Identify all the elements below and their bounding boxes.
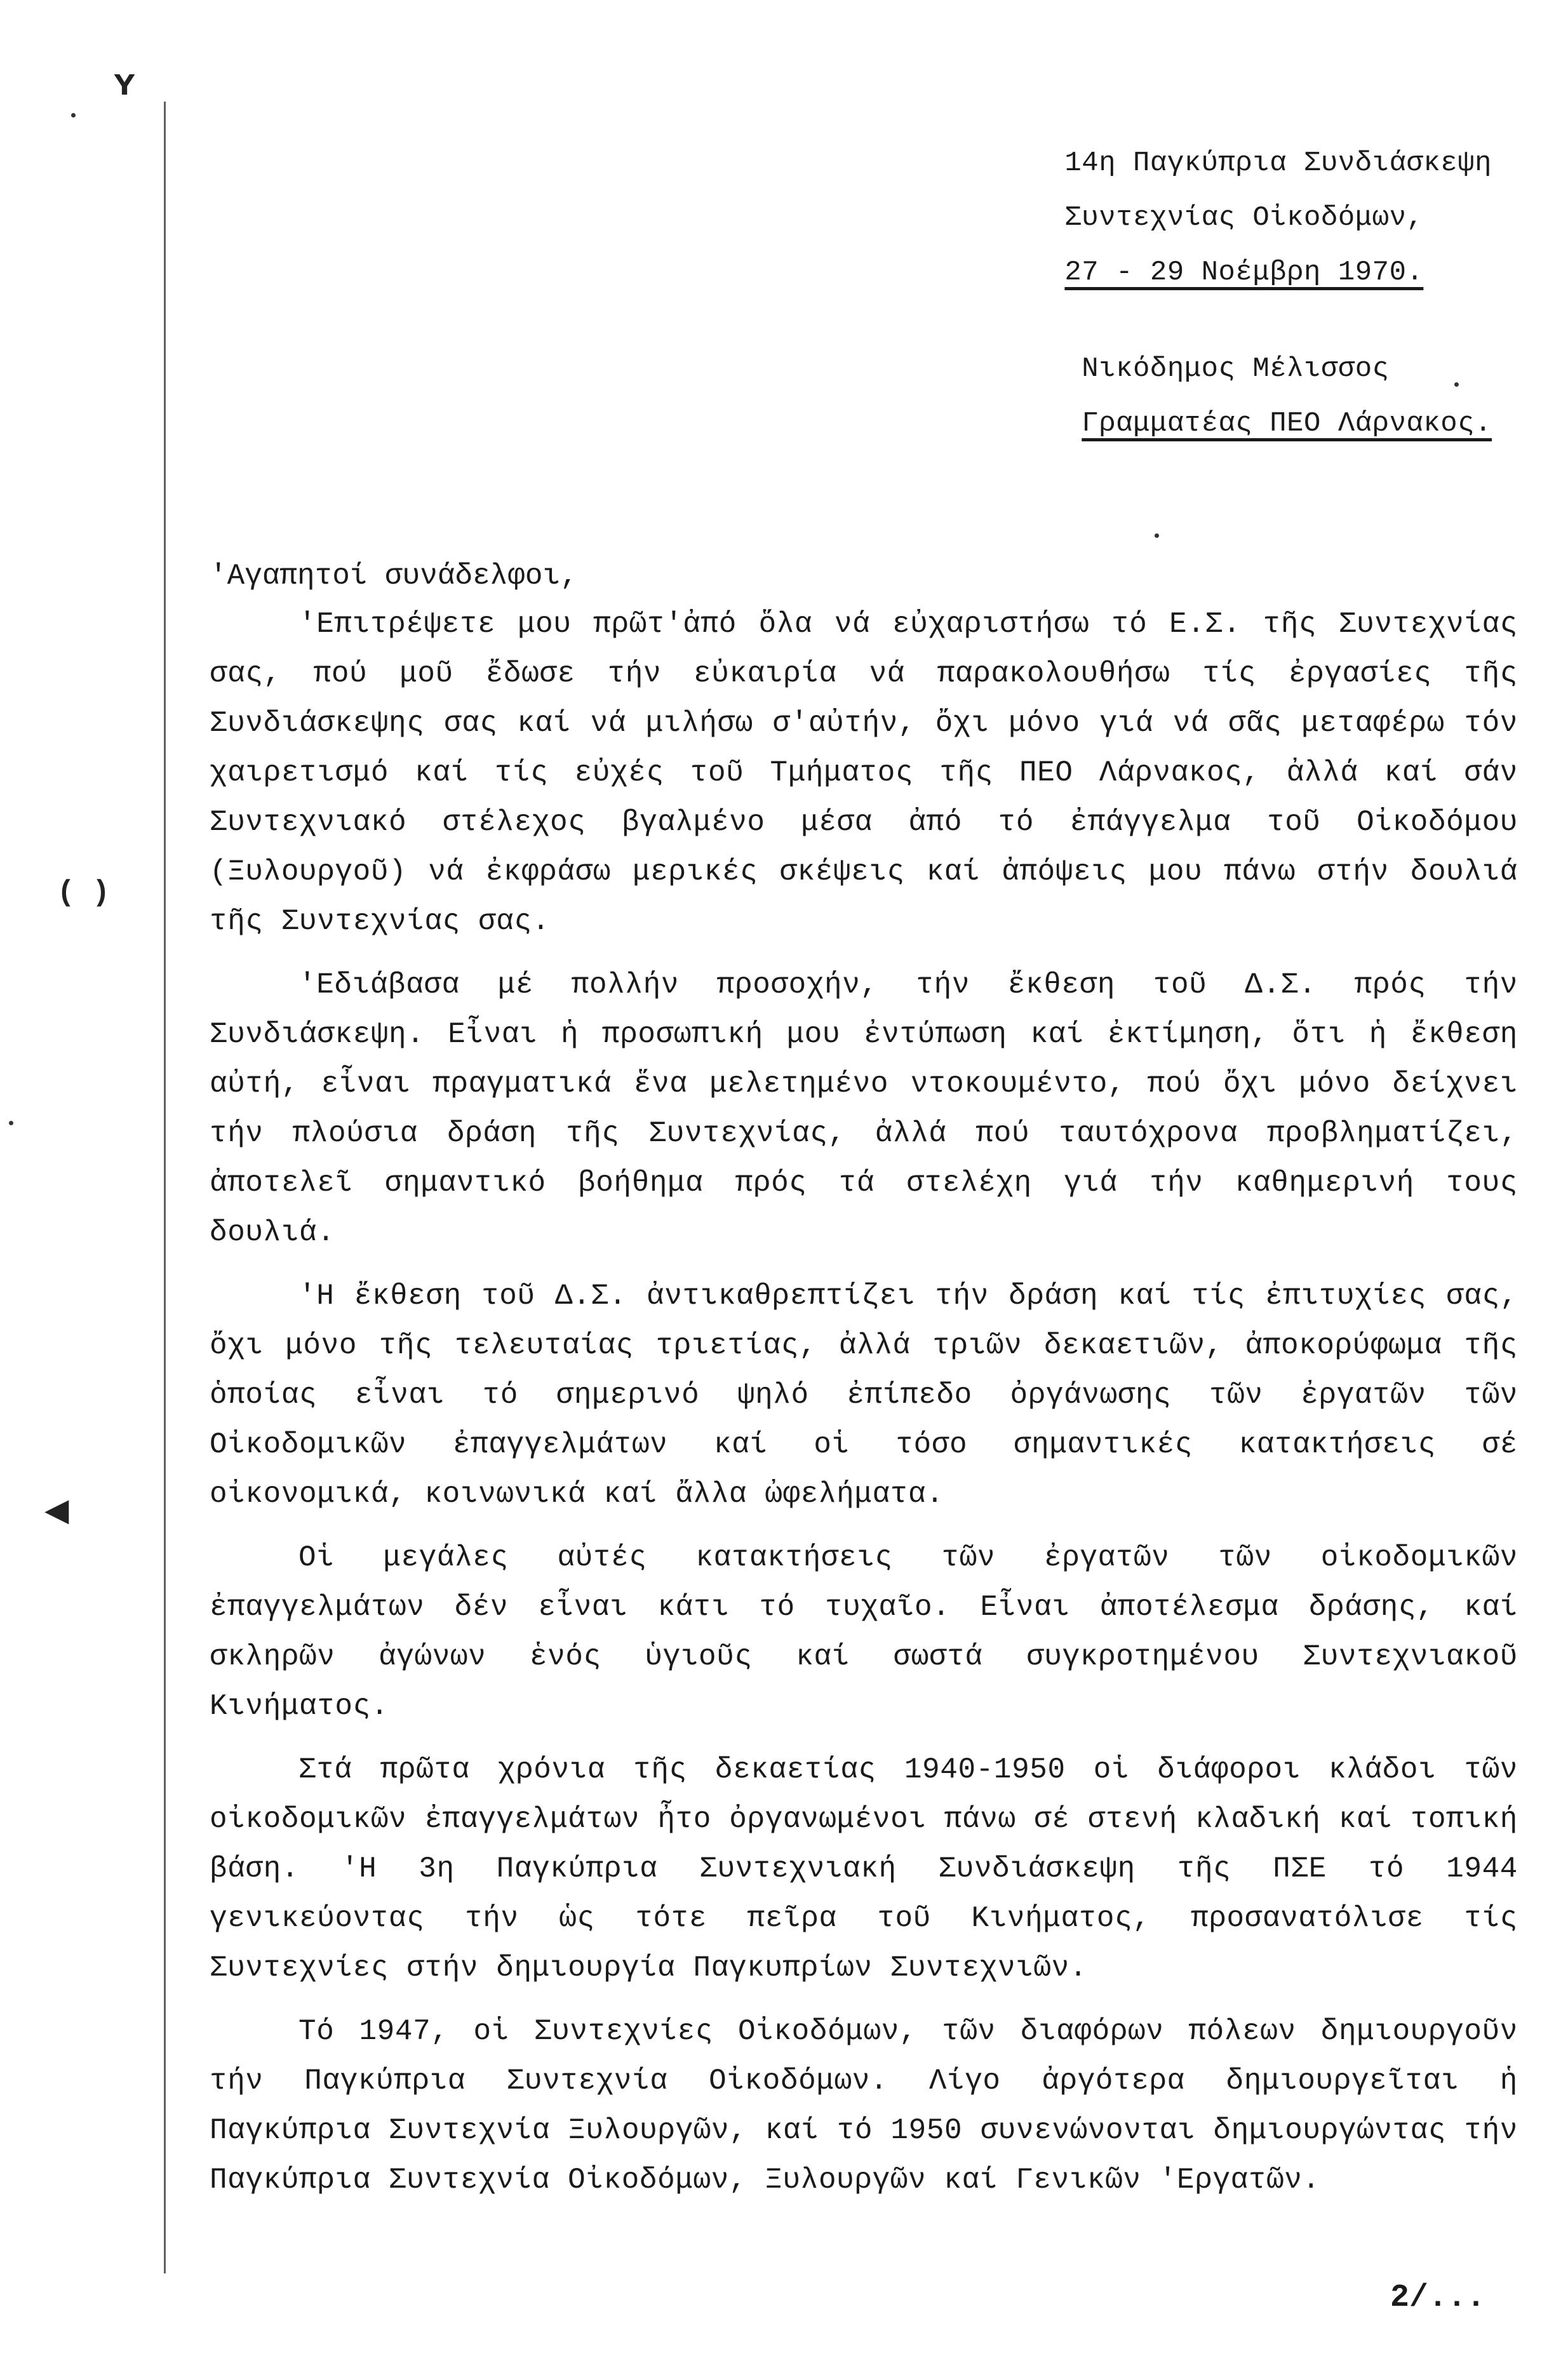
binding-hole-mark: ʏ xyxy=(113,64,137,107)
binding-margin-line xyxy=(164,102,166,2273)
signatory-title: Γραμματέας ΠΕΟ Λάρνακος. xyxy=(1082,408,1492,439)
paragraph: 'Η ἔκθεση τοῦ Δ.Σ. ἀντικαθρεπτίζει τήν δράση καί τίς ἐπιτυχίες σας, ὄχι μόνο τῆς τελευταίας τριετίας, ἀλλά τριῶν δεκαετιῶν, ἀποκορύφωμα τῆς ὁποίας εἶναι τό σημερινό ψηλό ἐπίπεδο ὀργάνωσης τῶν ἐργατῶν τῶν Οἰκοδομικῶν ἐπαγγελμάτων καί οἱ τόσο σημαντικές κατακτήσεις σέ οἰκονομικά, κοινωνικά καί ἄλλα ὠφελήματα. xyxy=(210,1280,1518,1511)
scan-speck xyxy=(1155,533,1159,538)
paragraph: Τό 1947, οἱ Συντεχνίες Οἰκοδόμων, τῶν διαφόρων πόλεων δημιουργοῦν τήν Παγκύπρια Συντεχνία Οἰκοδόμων. Λίγο ἀργότερα δημιουργεῖται ἡ Παγκύπρια Συντεχνία Ξυλουργῶν, καί τό 1950 συνενώνονται δημιουργώντας τήν Παγκύπρια Συντεχνία Οἰκοδόμων, Ξυλουργῶν καί Γενικῶν 'Εργατῶν. xyxy=(210,2015,1518,2197)
conference-title: 14η Παγκύπρια Συνδιάσκεψη xyxy=(1064,147,1492,179)
signatory-name: Νικόδημος Μέλισσος xyxy=(1082,353,1390,385)
conference-dates: 27 - 29 Νοέμβρη 1970. xyxy=(1064,257,1424,288)
paragraph: Στά πρῶτα χρόνια τῆς δεκαετίας 1940-1950 οἱ διάφοροι κλάδοι τῶν οἰκοδομικῶν ἐπαγγελμάτων ἦτο ὀργανωμένοι πάνω σέ στενή κλαδική καί τοπική βάση. 'Η 3η Παγκύπρια Συντεχνιακή Συνδιάσκεψη τῆς ΠΣΕ τό 1944 γενικεύοντας τήν ὡς τότε πεῖρα τοῦ Κινήματος, προσανατόλισε τίς Συντεχνίες στήν δημιουργία Παγκυπρίων Συντεχνιῶν. xyxy=(210,1753,1518,1984)
scan-speck xyxy=(9,1121,13,1125)
binding-hole-mark: ( ) xyxy=(57,876,110,909)
salutation: 'Αγαπητοί συνάδελφοι, xyxy=(210,559,578,592)
page-number: 2/... xyxy=(1390,2280,1485,2316)
conference-union: Συντεχνίας Οἰκοδόμων, xyxy=(1064,202,1424,234)
signatory-block xyxy=(1082,342,1492,451)
conference-heading xyxy=(1064,136,1492,300)
scan-speck xyxy=(71,113,76,117)
paragraph: 'Εδιάβασα μέ πολλήν προσοχήν, τήν ἔκθεση τοῦ Δ.Σ. πρός τήν Συνδιάσκεψη. Εἶναι ἡ προσωπική μου ἐντύπωση καί ἐκτίμηση, ὅτι ἡ ἔκθεση αὐτή, εἶναι πραγματικά ἕνα μελετημένο ντοκουμέντο, πού ὄχι μόνο δείχνει τήν πλούσια δράση τῆς Συντεχνίας, ἀλλά πού ταυτόχρονα προβληματίζει, ἀποτελεῖ σημαντικό βοήθημα πρός τά στελέχη γιά τήν καθημερινή τους δουλιά. xyxy=(210,968,1518,1249)
letter-body xyxy=(210,599,1518,2219)
paragraph: 'Επιτρέψετε μου πρῶτ'ἀπό ὅλα νά εὐχαριστήσω τό Ε.Σ. τῆς Συντεχνίας σας, πού μοῦ ἔδωσε τήν εὐκαιρία νά παρακολουθήσω τίς ἐργασίες τῆς Συνδιάσκεψης σας καί νά μιλήσω σ'αὐτήν, ὄχι μόνο γιά νά σᾶς μεταφέρω τόν χαιρετισμό καί τίς εὐχές τοῦ Τμήματος τῆς ΠΕΟ Λάρνακος, ἀλλά καί σάν Συντεχνιακό στέλεχος βγαλμένο μέσα ἀπό τό ἐπάγγελμα τοῦ Οἰκοδόμου (Ξυλουργοῦ) νά ἐκφράσω μερικές σκέψεις καί ἀπόψεις μου πάνω στήν δουλιά τῆς Συντεχνίας σας. xyxy=(210,608,1518,938)
paragraph: Οἱ μεγάλες αὐτές κατακτήσεις τῶν ἐργατῶν τῶν οἰκοδομικῶν ἐπαγγελμάτων δέν εἶναι κάτι τό τυχαῖο. Εἶναι ἀποτέλεσμα δράσης, καί σκληρῶν ἀγώνων ἑνός ὑγιοῦς καί σωστά συγκροτημένου Συντεχνιακοῦ Κινήματος. xyxy=(210,1541,1518,1723)
binding-hole-mark: ◀ xyxy=(44,1490,69,1535)
